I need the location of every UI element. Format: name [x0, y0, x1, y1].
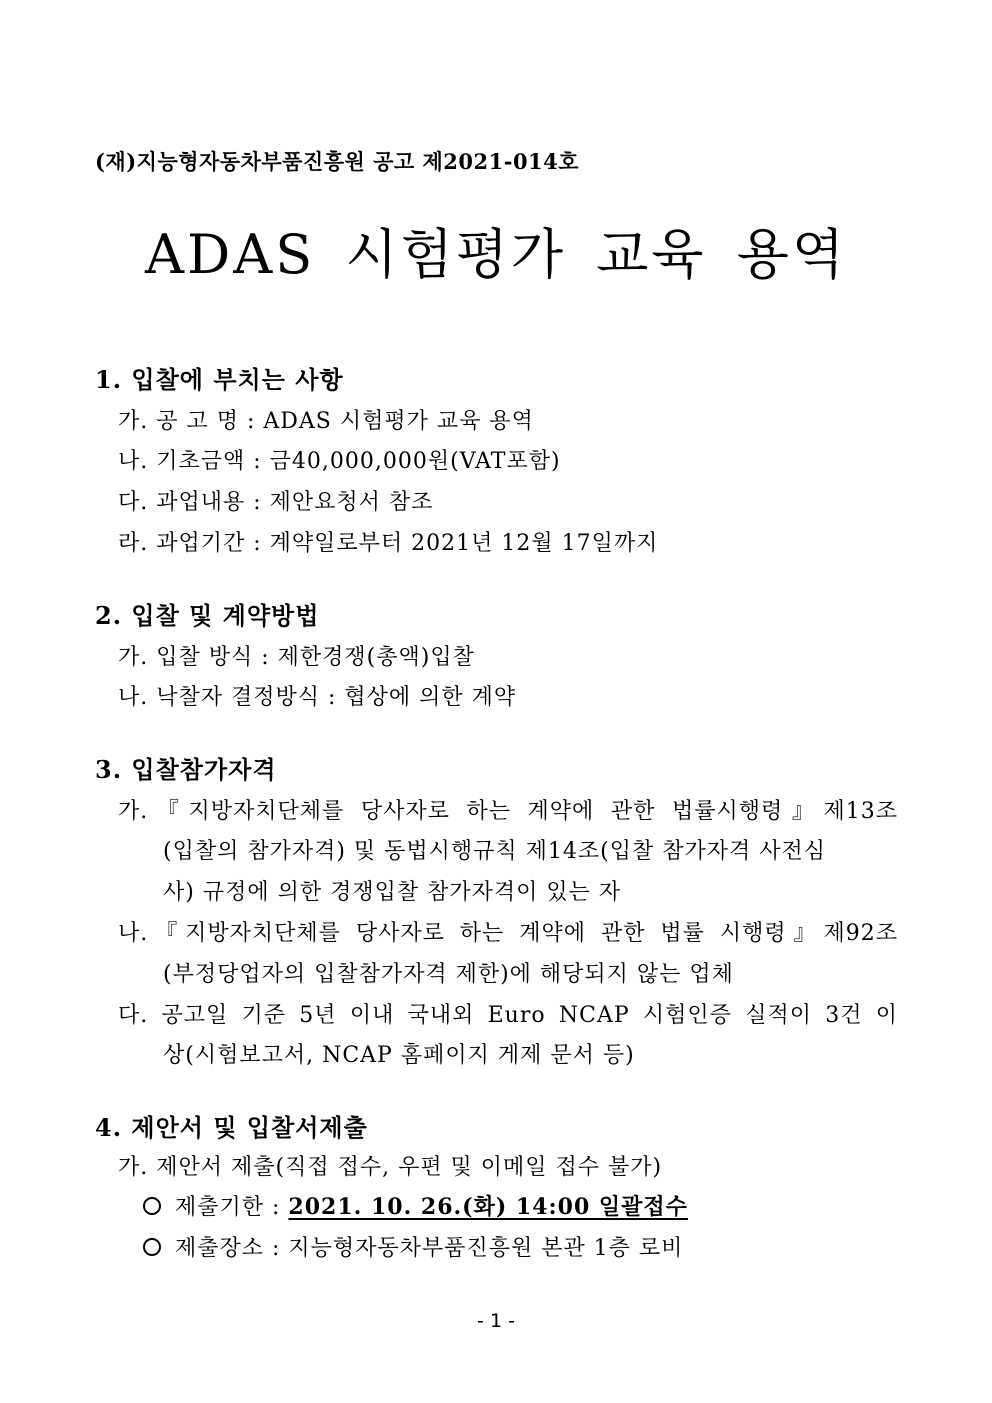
- page-number: - 1 -: [477, 1310, 515, 1332]
- section-3-item-a-line-2: (입찰의 참가자격) 및 동법시행규칙 제14조(입찰 참가자격 사전심: [163, 839, 827, 864]
- section-4-place: [143, 1231, 683, 1262]
- place-value: 지능형자동차부품진흥원 본관 1층 로비: [288, 1236, 684, 1261]
- section-3-item-b-line-2: (부정당업자의 입찰참가자격 제한)에 해당되지 않는 업체: [163, 962, 734, 987]
- section-4-heading: 4. 제안서 및 입찰서제출: [95, 1113, 368, 1142]
- section-4-deadline: [143, 1190, 688, 1221]
- section-3-item-c-line-2: 상(시험보고서, NCAP 홈페이지 게제 문서 등): [163, 1043, 635, 1068]
- place-label: 제출장소 :: [175, 1236, 289, 1261]
- section-3-item-a-line-3: 사) 규정에 의한 경쟁입찰 참가자격이 있는 자: [163, 880, 622, 905]
- document-title: ADAS 시험평가 교육 용역: [144, 223, 848, 286]
- section-4-item-submission: 가. 제안서 제출(직접 접수, 우편 및 이메일 접수 불가): [118, 1155, 663, 1180]
- section-1-heading: 1. 입찰에 부치는 사항: [95, 365, 344, 394]
- section-2-item-method: 가. 입찰 방식 : 제한경쟁(총액)입찰: [118, 645, 475, 670]
- circle-bullet-icon: [143, 1238, 161, 1256]
- section-1-item-period: 라. 과업기간 : 계약일로부터 2021년 12월 17일까지: [118, 531, 659, 556]
- section-3-item-c-line-1: 다. 공고일 기준 5년 이내 국내외 Euro NCAP 시험인증 실적이 3건 이: [118, 1003, 898, 1028]
- section-3-item-a-line-1: 가.『지방자치단체를 당사자로 하는 계약에 관한 법률시행령』제13조: [118, 799, 898, 824]
- section-2-heading: 2. 입찰 및 계약방법: [95, 601, 320, 630]
- circle-bullet-icon: [143, 1197, 161, 1215]
- section-1-item-budget: 나. 기초금액 : 금40,000,000원(VAT포함): [118, 449, 561, 474]
- section-1-item-content: 다. 과업내용 : 제안요청서 참조: [118, 490, 434, 515]
- section-2-item-decision: 나. 낙찰자 결정방식 : 협상에 의한 계약: [118, 685, 517, 710]
- deadline-label: 제출기한 :: [175, 1195, 289, 1220]
- section-1-item-name: 가. 공 고 명 : ADAS 시험평가 교육 용역: [118, 409, 534, 434]
- notice-number: (재)지능형자동차부품진흥원 공고 제2021-014호: [95, 149, 580, 174]
- deadline-value: 2021. 10. 26.(화) 14:00 일괄접수: [288, 1194, 688, 1220]
- section-3-heading: 3. 입찰참가자격: [95, 755, 277, 784]
- section-3-item-b-line-1: 나.『지방자치단체를 당사자로 하는 계약에 관한 법률 시행령』제92조: [118, 921, 898, 946]
